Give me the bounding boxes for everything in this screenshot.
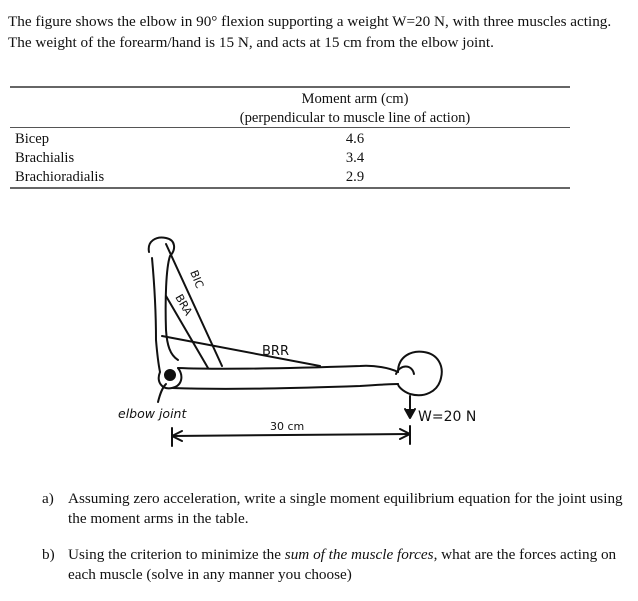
question-b-text-before: Using the criterion to minimize the bbox=[68, 546, 285, 563]
biceps-line bbox=[166, 244, 222, 366]
label-weight: W=20 N bbox=[418, 409, 477, 425]
label-bic: BIC bbox=[187, 268, 207, 291]
label-elbow-joint: elbow joint bbox=[118, 406, 187, 421]
weight-arrow-icon bbox=[405, 409, 415, 418]
table-row-muscle: Brachialis bbox=[15, 150, 75, 166]
problem-intro: The figure shows the elbow in 90° flexion supporting a weight W=20 N, with three muscles acting. The weight of the forearm/hand is 15 N, and acts at 15 cm from the elbow joint. bbox=[8, 13, 612, 51]
forearm-bottom bbox=[172, 384, 398, 389]
table-row-muscle: Brachioradialis bbox=[15, 169, 105, 185]
table-row-arm: 3.4 bbox=[345, 150, 365, 166]
table-row-muscle: Bicep bbox=[15, 131, 50, 147]
elbow-joint-icon bbox=[165, 370, 175, 380]
label-brr: BRR bbox=[262, 344, 289, 359]
question-a-text: Assuming zero acceleration, write a single moment equilibrium equation for the joint using the moment arms in the table. bbox=[68, 490, 623, 527]
hand-ball bbox=[398, 352, 442, 396]
label-distance: 30 cm bbox=[270, 420, 305, 433]
question-b-text-after: , what are the forces acting on each muscle (solve in any manner you choose) bbox=[68, 546, 617, 583]
forearm-top bbox=[178, 366, 398, 372]
table-row-arm: 2.9 bbox=[345, 169, 365, 185]
question-a bbox=[42, 489, 632, 531]
question-b-emphasis: sum of the muscle forces bbox=[284, 546, 434, 563]
brachioradialis-line bbox=[162, 336, 320, 366]
question-b-label: b) bbox=[42, 546, 55, 563]
table-row-arm: 4.6 bbox=[345, 131, 365, 147]
dimension-line bbox=[172, 434, 410, 436]
question-b-text bbox=[68, 545, 628, 585]
upper-arm-inner bbox=[152, 258, 160, 372]
label-bra: BRA bbox=[172, 292, 195, 318]
question-b bbox=[42, 545, 632, 587]
header-moment-arm: Moment arm (cm) bbox=[301, 91, 409, 107]
header-perpendicular: (perpendicular to muscle line of action) bbox=[239, 110, 471, 126]
question-a-label: a) bbox=[42, 490, 54, 507]
